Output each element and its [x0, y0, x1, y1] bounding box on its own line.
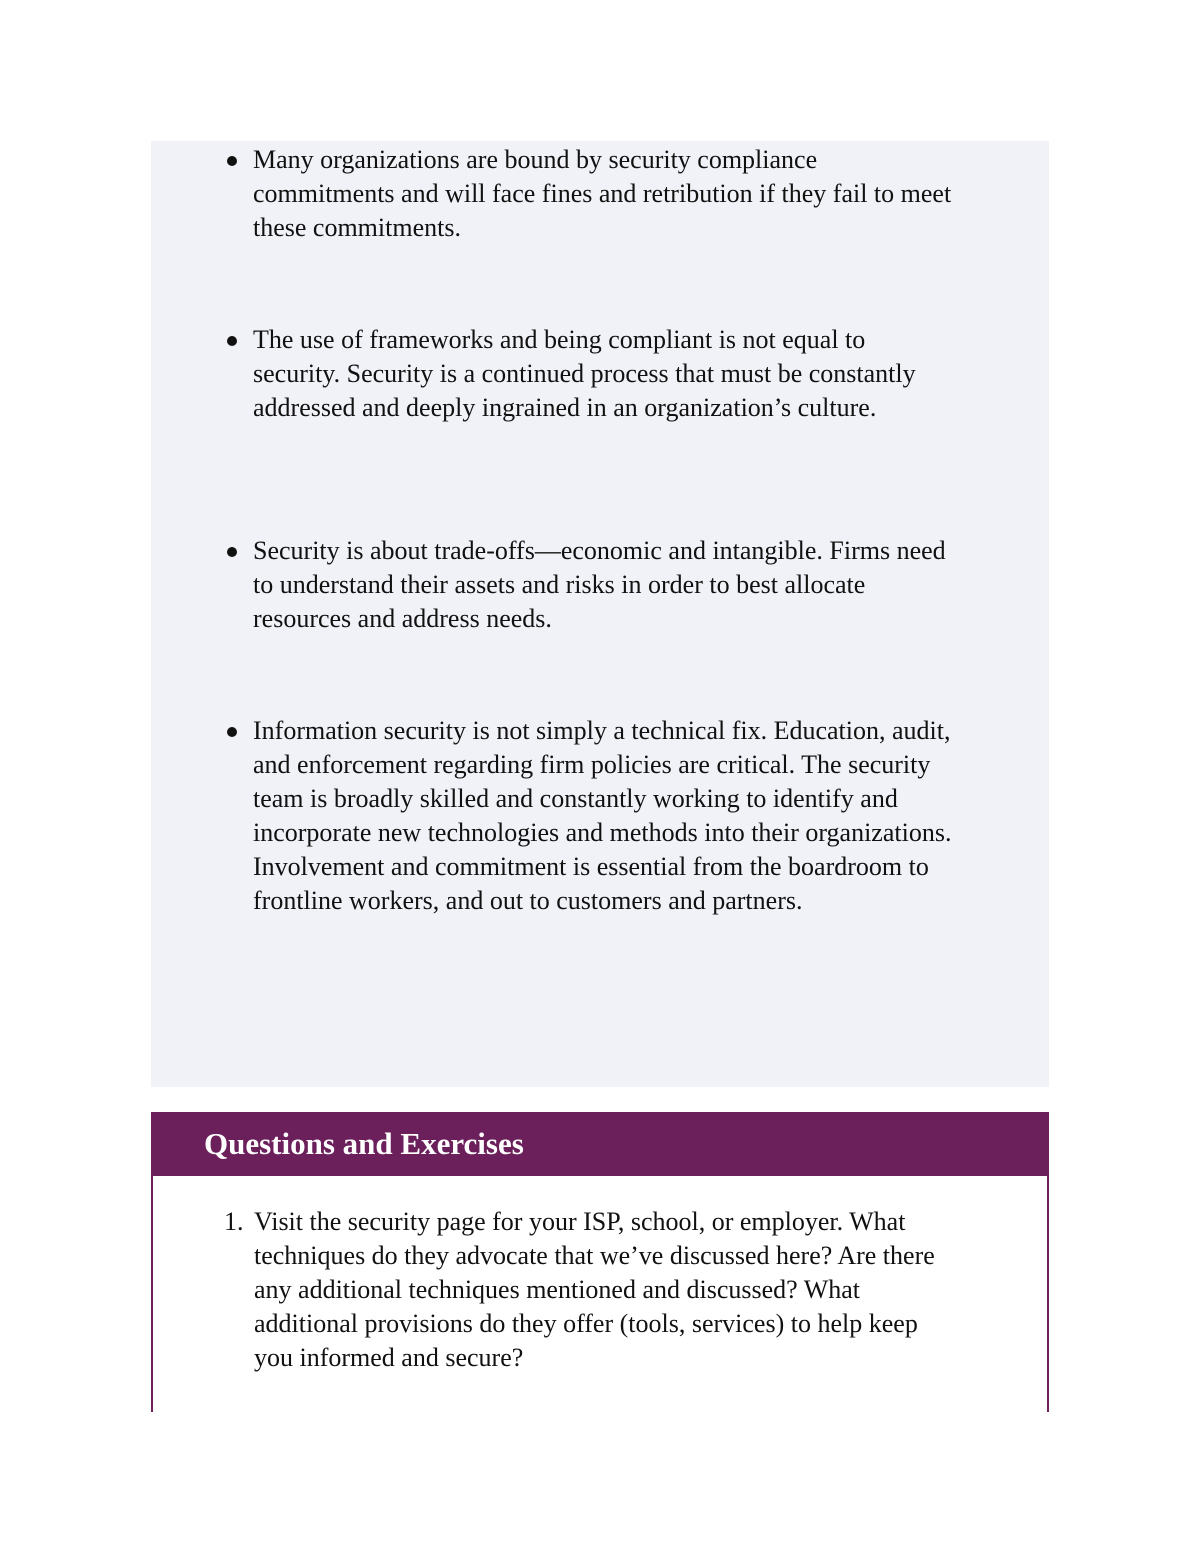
list-item: [253, 323, 953, 425]
question-item: [224, 1205, 954, 1375]
section-title: Questions and Exercises: [204, 1126, 524, 1161]
questions-exercises-box: [151, 1112, 1049, 1412]
bullet-icon: [227, 727, 237, 737]
list-item-text: Many organizations are bound by security compliance commitments and will face fines and retribution if they fail to meet these commitments.: [253, 145, 952, 242]
list-item: [253, 714, 953, 918]
bullet-icon: [227, 156, 237, 166]
box-border-left: [151, 1176, 153, 1412]
key-takeaways-box: [151, 141, 1049, 1087]
list-item-text: Information security is not simply a technical fix. Education, audit, and enforcement regarding firm policies are critical. The security team is broadly skilled and constantly working to identify and incorporate new technologies and methods into their organizations. Involvement and commitment is essential from the boardroom to frontline workers, and out to customers and partners.: [253, 716, 952, 915]
list-item-text: The use of frameworks and being compliant is not equal to security. Security is a continued process that must be constantly addressed and deeply ingrained in an organization’s culture.: [253, 325, 916, 422]
question-number: 1.: [224, 1207, 244, 1236]
list-item: [253, 534, 953, 636]
bullet-icon: [227, 547, 237, 557]
list-item-text: Security is about trade-offs—economic and intangible. Firms need to understand their assets and risks in order to best allocate resources and address needs.: [253, 536, 946, 633]
questions-header: [151, 1112, 1049, 1176]
box-border-right: [1047, 1176, 1049, 1412]
bullet-icon: [227, 336, 237, 346]
question-text: Visit the security page for your ISP, school, or employer. What techniques do they advocate that we’ve discussed here? Are there any additional techniques mentioned and discussed? What additional provisions do they offer (tools, services) to help keep you informed and secure?: [254, 1207, 935, 1372]
list-item: [253, 143, 953, 245]
